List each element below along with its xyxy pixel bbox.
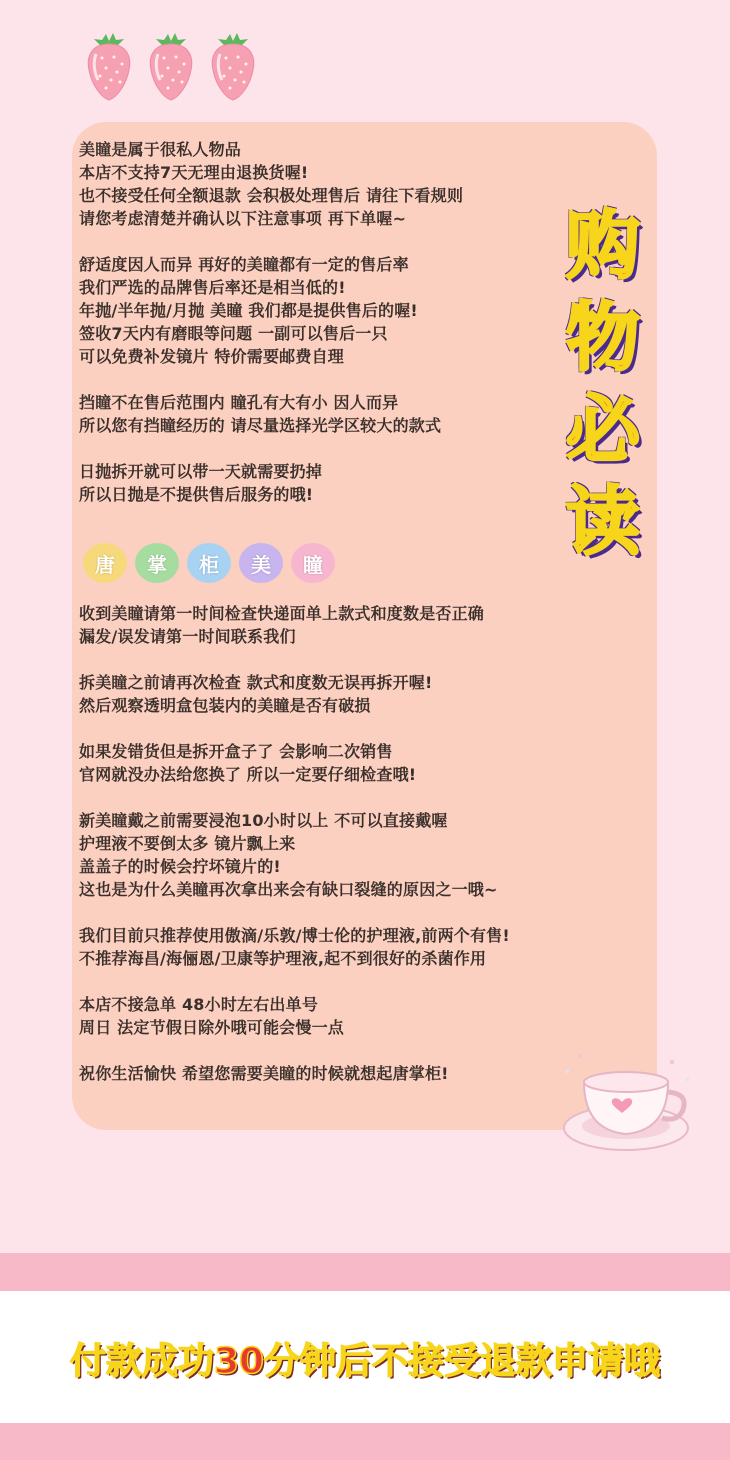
banner-bottom-stripe bbox=[0, 1423, 730, 1460]
notice-paragraph bbox=[79, 391, 559, 437]
notice-section-1 bbox=[79, 138, 559, 529]
shop-name-badges bbox=[83, 543, 335, 583]
notice-paragraph bbox=[79, 1062, 559, 1085]
notice-line: 年抛/半年抛/月抛 美瞳 我们都是提供售后的喔! bbox=[79, 301, 418, 320]
notice-line: 请您考虑清楚并确认以下注意事项 再下单喔~ bbox=[79, 209, 407, 228]
must-read-title bbox=[553, 200, 653, 568]
notice-line: 本店不支持7天无理由退换货喔! bbox=[79, 163, 309, 182]
teacup-icon bbox=[558, 1050, 698, 1160]
notice-paragraph bbox=[79, 671, 559, 717]
shop-name-badge: 瞳 bbox=[291, 543, 335, 583]
notice-line: 护理液不要倒太多 镜片飘上来 bbox=[79, 834, 296, 853]
notice-line: 签收7天内有磨眼等问题 一副可以售后一只 bbox=[79, 324, 388, 343]
notice-line: 盖盖子的时候会拧坏镜片的! bbox=[79, 857, 281, 876]
notice-line: 所以您有挡瞳经历的 请尽量选择光学区较大的款式 bbox=[79, 416, 442, 435]
notice-paragraph bbox=[79, 809, 559, 901]
notice-paragraph bbox=[79, 602, 559, 648]
notice-line: 也不接受任何全额退款 会积极处理售后 请往下看规则 bbox=[79, 186, 464, 205]
title-character: 必 bbox=[566, 387, 640, 473]
strawberry-icon bbox=[146, 30, 196, 104]
notice-section-2 bbox=[79, 602, 559, 1108]
refund-policy-banner: 付款成功30分钟后不接受退款申请哦 bbox=[69, 1341, 661, 1382]
notice-line: 收到美瞳请第一时间检查快递面单上款式和度数是否正确 bbox=[79, 604, 485, 623]
notice-line: 挡瞳不在售后范围内 瞳孔有大有小 因人而异 bbox=[79, 393, 399, 412]
notice-line: 周日 法定节假日除外哦可能会慢一点 bbox=[79, 1018, 344, 1037]
notice-line: 所以日抛是不提供售后服务的哦! bbox=[79, 485, 314, 504]
banner-top-stripe bbox=[0, 1253, 730, 1291]
shop-name-badge: 唐 bbox=[83, 543, 127, 583]
notice-paragraph bbox=[79, 253, 559, 368]
notice-line: 我们严选的品牌售后率还是相当低的! bbox=[79, 278, 346, 297]
notice-line: 祝你生活愉快 希望您需要美瞳的时候就想起唐掌柜! bbox=[79, 1064, 449, 1083]
notice-line: 官网就没办法给您换了 所以一定要仔细检查哦! bbox=[79, 765, 417, 784]
strawberry-icon bbox=[208, 30, 258, 104]
title-character: 读 bbox=[566, 479, 640, 565]
notice-paragraph bbox=[79, 924, 559, 970]
title-character: 购 bbox=[566, 203, 640, 289]
notice-line: 可以免费补发镜片 特价需要邮费自理 bbox=[79, 347, 344, 366]
notice-line: 这也是为什么美瞳再次拿出来会有缺口裂缝的原因之一哦~ bbox=[79, 880, 498, 899]
notice-paragraph bbox=[79, 740, 559, 786]
notice-line: 漏发/误发请第一时间联系我们 bbox=[79, 627, 296, 646]
notice-line: 日抛拆开就可以带一天就需要扔掉 bbox=[79, 462, 323, 481]
notice-paragraph bbox=[79, 138, 559, 230]
notice-line: 舒适度因人而异 再好的美瞳都有一定的售后率 bbox=[79, 255, 409, 274]
shop-name-badge: 掌 bbox=[135, 543, 179, 583]
notice-line: 本店不接急单 48小时左右出单号 bbox=[79, 995, 319, 1014]
notice-line: 新美瞳戴之前需要浸泡10小时以上 不可以直接戴喔 bbox=[79, 811, 448, 830]
notice-line: 美瞳是属于很私人物品 bbox=[79, 140, 242, 159]
title-character: 物 bbox=[566, 295, 640, 381]
strawberry-icon bbox=[84, 30, 134, 104]
notice-line: 拆美瞳之前请再次检查 款式和度数无误再拆开喔! bbox=[79, 673, 433, 692]
shop-name-badge: 柜 bbox=[187, 543, 231, 583]
notice-line: 我们目前只推荐使用傲滴/乐敦/博士伦的护理液,前两个有售! bbox=[79, 926, 510, 945]
shop-name-badge: 美 bbox=[239, 543, 283, 583]
notice-paragraph bbox=[79, 460, 559, 506]
notice-line: 不推荐海昌/海俪恩/卫康等护理液,起不到很好的杀菌作用 bbox=[79, 949, 487, 968]
notice-line: 如果发错货但是拆开盒子了 会影响二次销售 bbox=[79, 742, 393, 761]
strawberry-decoration-row bbox=[84, 30, 258, 104]
notice-paragraph bbox=[79, 993, 559, 1039]
notice-line: 然后观察透明盒包装内的美瞳是否有破损 bbox=[79, 696, 371, 715]
